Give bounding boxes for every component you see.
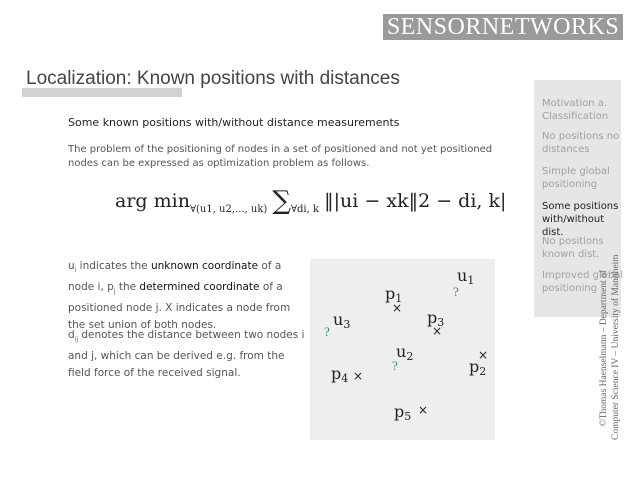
nav-item-motivation[interactable]: Motivation a. Classification [542,98,609,122]
position-marker-p2: × [478,348,489,362]
position-marker-p5: × [418,403,429,417]
position-marker-p3: × [432,324,443,338]
copyright-line-1: ©Thomas Haenselmann – Department of [599,270,609,427]
section-subtitle: Some known positions with/without distance measurements [68,116,400,129]
node-p3: $p_3$ [427,308,445,329]
brand-badge [383,14,623,40]
node-p4: $p_4$ [331,364,349,385]
desc1-text-g: of a positioned node j. X indicates a node from the set union of both nodes. [68,281,291,332]
description-coordinates [68,258,308,334]
formula-argmin: arg min [115,190,190,212]
nav-item-known-dist[interactable]: No positions known dist. [542,236,604,260]
copyright-note [598,254,622,440]
desc1-unknown-coordinate: unknown coordinate [150,260,259,272]
formula-body: ‖|ui − xk‖2 − di, k| [324,190,507,212]
desc2-text-b: denotes the distance between two nodes i and j, which can be derived e.g. from the field force of the received signal. [68,329,305,380]
position-marker-p1: × [392,301,403,315]
description-distance [68,327,308,382]
desc1-sub-j: j [113,288,116,296]
desc1-determined-coordinate: determined coordinate [139,281,260,294]
nav-item-improved-global[interactable]: Improved global positioning [542,270,624,294]
node-p5: $p_5$ [394,402,412,423]
position-marker-p4: × [353,369,364,383]
nav-item-no-positions[interactable]: No positions no distances [542,131,620,155]
nav-item-simple-global[interactable]: Simple global positioning [542,166,610,190]
desc2-sub-ij: ij [74,336,79,344]
node-p2: $p_2$ [469,357,487,378]
node-u2: $u_2$ [396,342,414,363]
desc1-text-b: indicates the [76,260,151,272]
formula-sum-sub: ∀di, k [290,204,320,215]
formula-constraint: ∀(u1, u2,..., uk) [189,204,268,215]
desc2-symbol-d: d [68,329,75,341]
optimization-formula [115,186,506,216]
node-u1: $u_1$ [457,266,475,287]
unknown-marker-u2: ? [392,358,398,373]
node-diagram [310,259,495,440]
page-title: Localization: Known positions with distances [26,68,400,89]
brand-text: SENSORNETWORKS [386,14,620,40]
node-p1: $p_1$ [385,284,403,305]
formula-sum: ∑ [272,186,291,216]
intro-text: The problem of the positioning of nodes in a set of positioned and not yet positioned nodes can be expressed as optimization problem as follows. [68,144,493,169]
nav-item-some-positions[interactable]: Some positions with/without dist. [542,201,619,238]
unknown-marker-u1: ? [453,284,459,299]
desc1-text-e: the [115,281,140,294]
copyright-line-2: Computer Science IV – University of Mannheim [611,254,621,440]
desc1-sub-i: i [74,267,77,275]
desc1-symbol-u: u [68,260,75,272]
node-u3: $u_3$ [333,310,351,331]
unknown-marker-u3: ? [324,324,330,339]
desc1-text-d: of a node i, p [68,260,282,294]
